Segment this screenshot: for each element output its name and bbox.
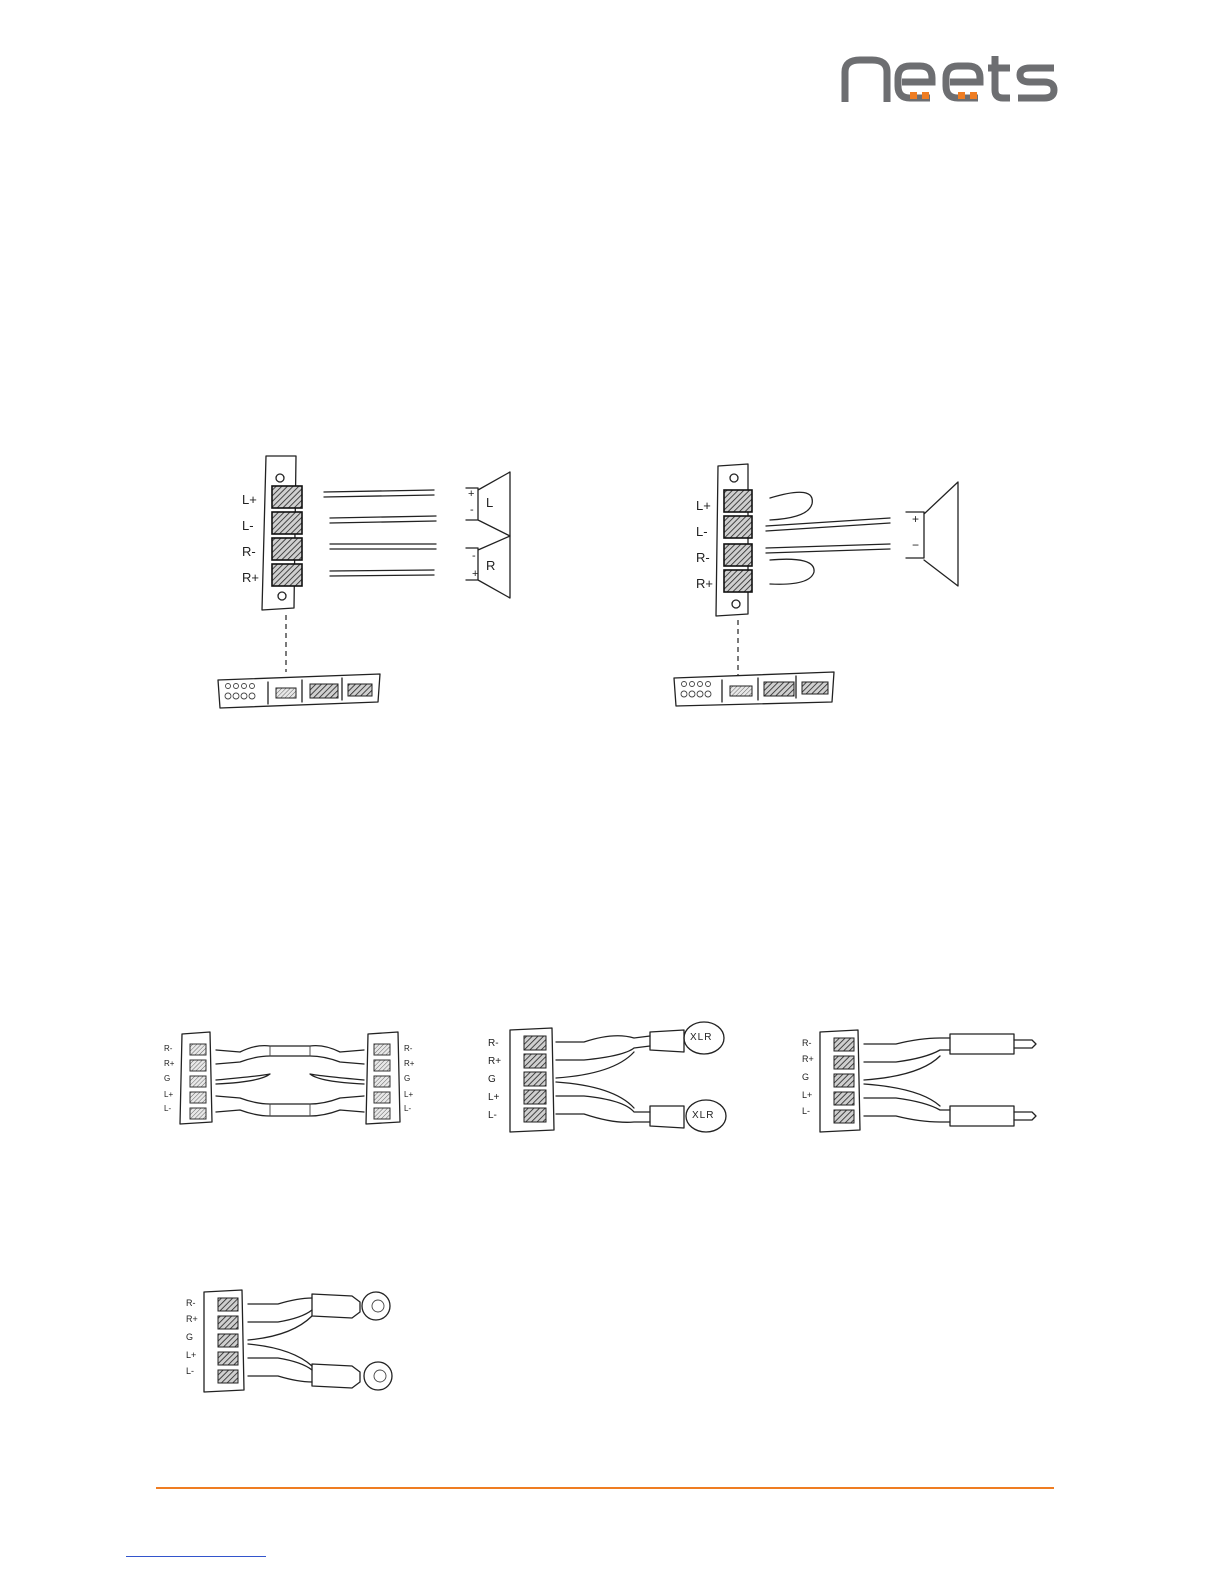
speaker-l-plus: + (468, 488, 475, 500)
speaker-l-minus: - (470, 504, 474, 516)
label-l-minus: L- (164, 1104, 172, 1113)
terminal-label-r-plus: R+ (242, 570, 259, 585)
terminal-label-l-minus: L- (242, 518, 254, 533)
figure-terminal-to-jack (800, 1026, 1040, 1136)
label-r-plus: R+ (186, 1314, 198, 1324)
label-r-minus: R- (164, 1044, 173, 1053)
terminal-label-l-minus: L- (696, 524, 708, 539)
label-l-minus: L- (488, 1110, 497, 1121)
label-l-minus: L- (802, 1106, 811, 1116)
label-g: G (488, 1074, 496, 1085)
footer-link-underline[interactable] (126, 1556, 266, 1557)
terminal-label-r-plus: R+ (696, 576, 713, 591)
label-l-plus-right: L+ (404, 1090, 414, 1099)
xlr-text-top: XLR (690, 1032, 713, 1043)
speaker-l-label: L (486, 495, 494, 510)
footer-rule (156, 1487, 1054, 1489)
figure-terminal-to-rca (182, 1286, 412, 1396)
figure-bridged-wiring (666, 460, 976, 720)
label-r-plus-right: R+ (404, 1059, 415, 1068)
speaker-r-label: R (486, 558, 496, 573)
label-r-plus: R+ (488, 1056, 502, 1067)
label-g: G (802, 1072, 810, 1082)
label-l-plus: L+ (802, 1090, 813, 1100)
figure-terminal-to-terminal (160, 1030, 420, 1130)
terminal-label-l-plus: L+ (242, 492, 257, 507)
xlr-text-bottom: XLR (692, 1110, 715, 1121)
speaker-r-plus: + (472, 568, 479, 580)
figure-terminal-to-xlr (484, 1016, 744, 1140)
label-g: G (164, 1074, 171, 1083)
label-r-minus: R- (488, 1038, 499, 1049)
speaker-r-minus: - (472, 550, 476, 562)
label-r-minus: R- (186, 1298, 196, 1308)
label-l-minus-right: L- (404, 1104, 412, 1113)
label-l-minus: L- (186, 1366, 195, 1376)
label-r-minus-right: R- (404, 1044, 413, 1053)
label-g-right: G (404, 1074, 411, 1083)
terminal-label-r-minus: R- (696, 550, 710, 565)
terminal-label-r-minus: R- (242, 544, 256, 559)
neets-logo (840, 52, 1060, 112)
label-r-plus: R+ (164, 1059, 175, 1068)
label-r-minus: R- (802, 1038, 812, 1048)
label-l-plus: L+ (164, 1090, 174, 1099)
label-l-plus: L+ (186, 1350, 197, 1360)
terminal-label-l-plus: L+ (696, 498, 711, 513)
figure-stereo-wiring (210, 450, 550, 720)
speaker-plus: + (912, 512, 920, 526)
speaker-minus: − (912, 538, 920, 552)
label-g: G (186, 1332, 194, 1342)
label-l-plus: L+ (488, 1092, 500, 1103)
label-r-plus: R+ (802, 1054, 814, 1064)
